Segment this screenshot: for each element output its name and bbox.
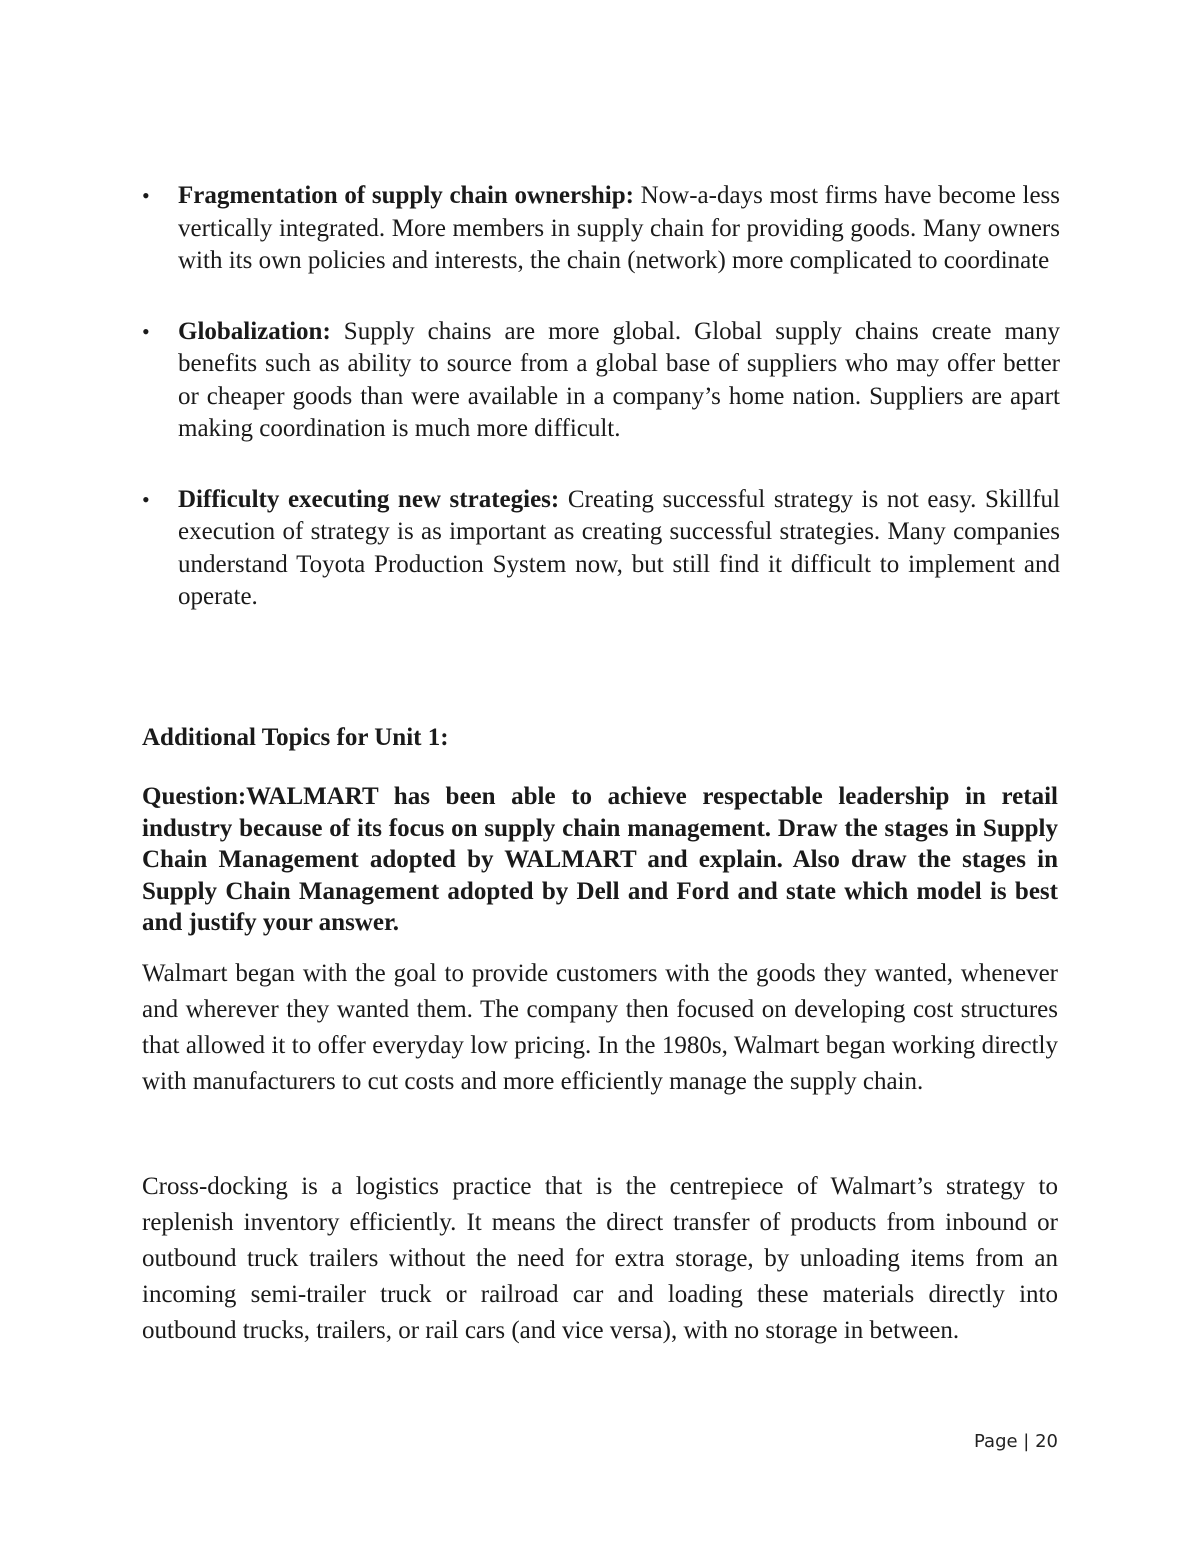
bullet-item-strategies <box>140 484 1060 614</box>
bullet-dot-icon: • <box>142 486 150 512</box>
section-heading: Additional Topics for Unit 1: <box>142 724 449 751</box>
bullet-title: Globalization: <box>178 317 331 345</box>
bullet-dot-icon: • <box>142 318 150 344</box>
paragraph-walmart-goal: Walmart began with the goal to provide customers with the goods they wanted, whenever and wherever they wanted them. The company then focused on developing cost structures that allowed it to offer everyday low pricing. In the 1980s, Walmart began working directly with manufacturers to cut costs and more efficiently manage the supply chain. <box>142 960 1058 1095</box>
bullet-item-fragmentation <box>140 180 1060 278</box>
bullet-title: Fragmentation of supply chain ownership: <box>178 182 634 209</box>
bullet-text: Now-a-days most firms have become less vertically integrated. More members in supply chain for providing goods. Many owners with its own policies and interests, the chain (network) more complicated to coordinate <box>178 182 1061 274</box>
bullet-list <box>140 180 1060 652</box>
question-text: Question:WALMART has been able to achieve respectable leadership in retail industry because of its focus on supply chain management. Draw the stages in Supply Chain Management adopted by WALMART and explain. Also draw the stages in Supply Chain Management adopted by Dell and Ford and state which model is best and justify your answer. <box>142 783 1058 936</box>
bullet-item-globalization <box>140 316 1060 446</box>
page-number-footer: Page | 20 <box>974 1431 1058 1452</box>
bullet-dot-icon: • <box>142 183 150 208</box>
paragraph-cross-docking: Cross-docking is a logistics practice that is the centrepiece of Walmart’s strategy to replenish inventory efficiently. It means the direct transfer of products from inbound or outbound truck trailers without the need for extra storage, by unloading items from an incoming semi-trailer truck or railroad car and loading these materials directly into outbound trucks, trailers, or rail cars (and vice versa), with no storage in between. <box>142 1173 1058 1344</box>
bullet-text: Creating successful strategy is not easy. Skillful execution of strategy is as important as creating successful strategies. Many companies understand Toyota Production System now, but still find it difficult to implement and operate. <box>178 485 1060 610</box>
bullet-title: Difficulty executing new strategies: <box>178 485 560 513</box>
bullet-text: Supply chains are more global. Global supply chains create many benefits such as ability to source from a global base of suppliers who may offer better or cheaper goods than were available in a company’s home nation. Suppliers are apart making coordination is much more difficult. <box>178 317 1060 442</box>
